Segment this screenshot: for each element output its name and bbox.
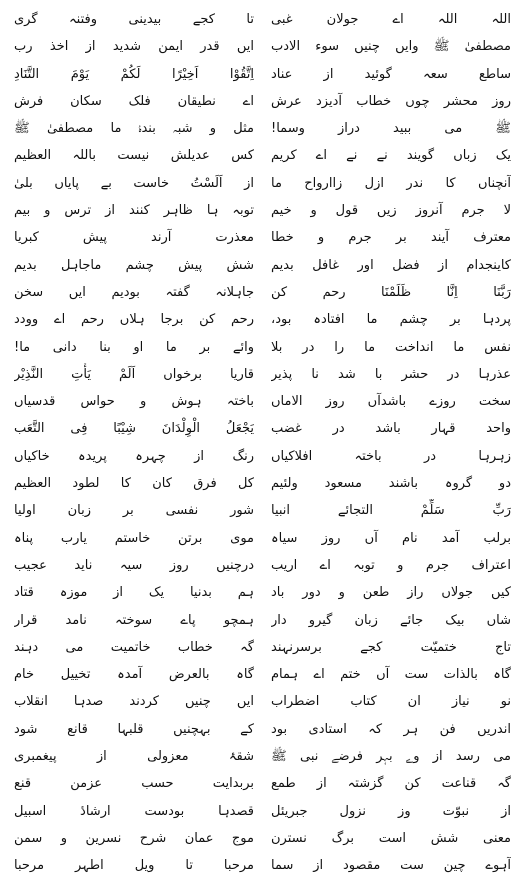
hemistich-right: عذرہا در حشر با شد نا پذیر	[271, 366, 511, 382]
hemistich-right: از نبوّت وز نزول جبریئل	[271, 803, 511, 819]
couplet	[14, 63, 511, 88]
couplet	[14, 336, 511, 361]
couplet	[14, 117, 511, 142]
couplet	[14, 663, 511, 688]
hemistich-right: رَبَّنَا اِنَّا ظَلَمْنَا رحم کن	[271, 284, 511, 300]
hemistich-left: کس عدیلش نیست باللہ العظیم	[14, 148, 254, 164]
hemistich-left: باختہ ہوش و حواس قدسیاں	[14, 394, 254, 410]
couplet	[14, 609, 511, 634]
couplet	[14, 827, 511, 852]
hemistich-right: پردہا بر چشم ما افتادہ بود،	[271, 312, 511, 328]
hemistich-right: ﷺ می ببید دراز وسما!	[271, 121, 511, 137]
couplet	[14, 144, 511, 169]
hemistich-left: درچنیں روز سیہ ناید عجیب	[14, 557, 254, 573]
hemistich-right: سخت روزے باشدآں روز الاماں	[271, 394, 511, 410]
hemistich-left: شش پیش چشم ماجاہل بدیم	[14, 257, 254, 273]
hemistich-right: تاج ختمیّت کجے برسرنہند	[271, 639, 511, 655]
hemistich-left: قاریا برخواں اَلَمْ يَأْتِ النَّذِيْر	[14, 366, 254, 382]
hemistich-left: رحم کن برجا ہلاں رحم اے وودد	[14, 312, 254, 328]
hemistich-right: اندریں فن ہر کہ استادی بود	[271, 721, 511, 737]
hemistich-right: رَبِّ سَلِّمْ التجائے انبیا	[271, 503, 511, 519]
couplet	[14, 172, 511, 197]
couplet	[14, 636, 511, 661]
hemistich-right: گاہ بالذات ست آں ختم اے ہمام	[271, 667, 511, 683]
couplet	[14, 745, 511, 770]
hemistich-left: معذرت آرند پیش کبریا	[14, 230, 254, 246]
hemistich-left: مثل و شبہ بندۂ ما مصطفیٰ ﷺ	[14, 121, 254, 137]
hemistich-left: يَجْعَلُ الْوِلْدَانَ شِيْبًا فِى التَّعَب	[14, 421, 254, 437]
hemistich-left: ہم بدنیا یک از موزہ قتاد	[14, 585, 254, 601]
hemistich-left: جاہلانہ گفتہ بودیم ایں سخن	[14, 284, 254, 300]
couplet	[14, 718, 511, 743]
couplet	[14, 527, 511, 552]
couplet	[14, 281, 511, 306]
hemistich-right: گہ قناعت کن گزشتہ از طمع	[271, 776, 511, 792]
couplet	[14, 854, 511, 879]
hemistich-left: شور نفسی بر زبان اولیا	[14, 503, 254, 519]
couplet	[14, 363, 511, 388]
hemistich-left: اے نطیقان فلک سکان فرش	[14, 93, 254, 109]
couplet	[14, 199, 511, 224]
couplet	[14, 226, 511, 251]
hemistich-left: کے بہچنیں قلبہا قانع شود	[14, 721, 254, 737]
hemistich-left: مرحبا تا ویل اطہر مرحبا	[14, 858, 254, 874]
couplet	[14, 254, 511, 279]
hemistich-right: ساطع سعہ گوئید از عناد	[271, 66, 511, 82]
hemistich-left: ایں چنیں کردند صدہا انقلاب	[14, 694, 254, 710]
couplet	[14, 390, 511, 415]
hemistich-left: ایں قدر ایمن شدید از اخذ رب	[14, 39, 254, 55]
hemistich-right: روز محشر چوں خطاب آدیزد عرش	[271, 93, 511, 109]
couplet	[14, 772, 511, 797]
hemistich-left: کل فرق کان کا لطود العظیم	[14, 476, 254, 492]
hemistich-left: ہمچو پاے سوختہ نامد قرار	[14, 612, 254, 628]
hemistich-left: از اَلَسْتُ خاست بے پایاں بلیٰ	[14, 175, 254, 191]
couplet	[14, 90, 511, 115]
hemistich-left: بربدایت حسب عزمن قنع	[14, 776, 254, 792]
hemistich-right: لا جرم آنروز زیں قول و خیم	[271, 203, 511, 219]
hemistich-left: اِتَّقُوْا اَخِيْرًا لَكُمْ يَوْمَ التَّنَادِ	[14, 66, 254, 82]
hemistich-left: شقۂ معزولی از پیغمبری	[14, 749, 254, 765]
hemistich-left: قصدہا بودست ارشادٔ اسبیل	[14, 803, 254, 819]
hemistich-right: معترف آیند بر جرم و خطا	[271, 230, 511, 246]
couplet	[14, 800, 511, 825]
hemistich-left: وائے بر ما او بنا دانی ما!	[14, 339, 254, 355]
hemistich-right: کیں جولاں راز طعن و دور باد	[271, 585, 511, 601]
hemistich-right: شاں بیک جائے زبان گیرو دار	[271, 612, 511, 628]
hemistich-right: دو گروہ باشند مسعود ولئیم	[271, 476, 511, 492]
couplet	[14, 554, 511, 579]
hemistich-right: آہوے چین ست مقصود از سما	[271, 858, 511, 874]
couplet	[14, 308, 511, 333]
hemistich-right: کاینجدام از فضل اور غافل بدیم	[271, 257, 511, 273]
hemistich-left: موی برتن خاستم یارب پناہ	[14, 530, 254, 546]
couplet	[14, 690, 511, 715]
hemistich-right: اللہ اللہ اے جولان غبی	[271, 12, 511, 27]
hemistich-left: گہ خطاب خاتمیت می دہند	[14, 639, 254, 655]
hemistich-right: برلب آمد نام آں روز سیاہ	[271, 530, 511, 546]
hemistich-right: زہرہا در باختہ افلاکیاں	[271, 448, 511, 464]
couplet	[14, 581, 511, 606]
hemistich-left: توبہ ہا ظاہر کنند از ترس و بیم	[14, 203, 254, 219]
hemistich-right: اعتراف جرم و توبہ اے اریب	[271, 557, 511, 573]
couplet	[14, 445, 511, 470]
hemistich-right: واحد قہار باشد در غضب	[271, 421, 511, 437]
hemistich-right: معنی شش است برگ نسترن	[271, 830, 511, 846]
couplet	[14, 8, 511, 33]
couplet	[14, 499, 511, 524]
hemistich-right: آنچناں کا ندر ازل زاارواح ما	[271, 175, 511, 191]
hemistich-right: نفس ما انداخت ما را در بلا	[271, 339, 511, 355]
hemistich-right: مصطفیٰ ﷺ وایں چنیں سوء الادب	[271, 39, 511, 55]
hemistich-left: گاہ بالعرض آمدہ تخییل خام	[14, 667, 254, 683]
hemistich-left: رنگ از چہرہ پریدہ خاکیاں	[14, 448, 254, 464]
couplet	[14, 417, 511, 442]
hemistich-right: می رسد از وے بہر فرضے نبی ﷺ	[271, 749, 511, 765]
couplet	[14, 472, 511, 497]
hemistich-left: تا کجے بیدینی وفتنہ گری	[14, 12, 254, 27]
hemistich-right: نو نیاز ان کتاب اضطراب	[271, 694, 511, 710]
couplet	[14, 35, 511, 60]
hemistich-left: موج عمان شرح نسرین و سمن	[14, 830, 254, 846]
hemistich-right: یک زباں گویند نے نے اے کریم	[271, 148, 511, 164]
